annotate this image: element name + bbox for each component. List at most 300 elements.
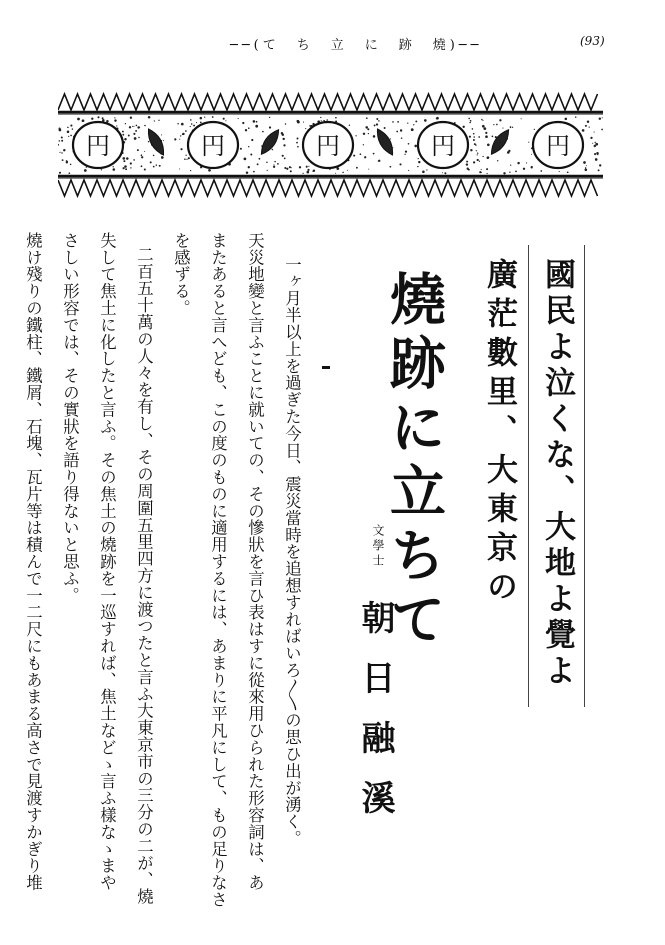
- body-column-2: 天災地變と言ふことに就いての、その慘狀を言ひ表はすに從來用ひられた形容詞は、あ: [245, 232, 265, 892]
- banner-speckle: [255, 125, 258, 128]
- banner-speckle: [482, 120, 483, 121]
- banner-speckle: [70, 125, 72, 127]
- banner-speckle: [353, 155, 355, 157]
- banner-speckle: [540, 170, 542, 172]
- banner-speckle: [303, 122, 304, 123]
- banner-speckle: [469, 136, 471, 138]
- banner-speckle: [158, 120, 159, 121]
- svg-text:円: 円: [201, 132, 225, 160]
- banner-speckle: [312, 170, 314, 172]
- subtitle-rule-left: [528, 245, 529, 707]
- banner-speckle: [373, 135, 376, 138]
- banner-speckle: [126, 157, 129, 160]
- banner-speckle: [67, 127, 69, 129]
- banner-speckle: [137, 149, 139, 151]
- banner-speckle: [59, 129, 62, 132]
- banner-speckle: [521, 118, 522, 119]
- banner-speckle: [180, 135, 181, 136]
- banner-speckle: [517, 162, 519, 164]
- banner-speckle: [122, 131, 124, 133]
- banner-speckle: [355, 135, 356, 136]
- banner-speckle: [575, 116, 577, 118]
- banner-stamp-icon: [303, 122, 353, 168]
- banner-speckle: [66, 161, 68, 163]
- banner-speckle: [320, 117, 321, 118]
- banner-speckle: [204, 116, 205, 117]
- banner-speckle: [244, 158, 247, 161]
- banner-speckle: [137, 126, 139, 128]
- banner-speckle: [133, 133, 135, 135]
- banner-speckle: [364, 156, 366, 158]
- banner-speckle: [135, 130, 137, 132]
- banner-speckle: [101, 169, 102, 170]
- banner-speckle: [114, 117, 115, 118]
- banner-speckle: [130, 167, 131, 168]
- banner-speckle: [473, 133, 475, 135]
- banner-speckle: [124, 138, 126, 140]
- svg-text:円: 円: [546, 132, 570, 160]
- author-name: 朝日融溪: [355, 600, 395, 840]
- banner-speckle: [212, 116, 214, 118]
- banner-speckle: [193, 125, 195, 127]
- banner-speckle: [467, 168, 469, 170]
- banner-speckle: [128, 135, 130, 137]
- banner-speckle: [174, 138, 176, 140]
- banner-speckle: [116, 125, 117, 126]
- banner-speckle: [285, 123, 287, 125]
- banner-speckle: [366, 117, 368, 119]
- article-title: 燒跡に立ちて: [381, 270, 447, 654]
- banner-speckle: [601, 129, 603, 131]
- banner-speckle: [496, 124, 498, 126]
- banner-speckle: [272, 149, 274, 151]
- banner-speckle: [426, 169, 427, 170]
- subtitle-line-1: 國民よ泣くな、大地よ覺よ: [539, 258, 575, 690]
- body-column-5: 二百五十萬の人々を有し、その周圍五里四方に渡つたと言ふ大東京市の三分の二が、燒: [134, 246, 154, 906]
- banner-speckle: [69, 172, 71, 174]
- banner-speckle: [499, 119, 501, 121]
- banner-speckle: [190, 170, 191, 171]
- banner-speckle: [297, 146, 299, 148]
- banner-speckle: [250, 153, 252, 155]
- banner-speckle: [122, 134, 124, 136]
- banner-speckle: [473, 161, 475, 163]
- banner-speckle: [422, 171, 425, 174]
- banner-speckle: [299, 166, 301, 168]
- banner-speckle: [144, 151, 145, 152]
- banner-speckle: [523, 168, 525, 170]
- banner-speckle: [132, 126, 133, 127]
- banner-stamp-icon: [73, 122, 123, 168]
- banner-speckle: [177, 123, 178, 124]
- banner-speckle: [599, 117, 601, 119]
- banner-speckle: [274, 161, 275, 162]
- banner-speckle: [598, 169, 600, 171]
- banner-speckle: [114, 119, 116, 121]
- banner-speckle: [559, 171, 560, 172]
- subtitle-rule-right: [584, 245, 585, 707]
- banner-speckle: [61, 136, 63, 138]
- banner-speckle: [582, 129, 585, 132]
- banner-speckle: [144, 125, 146, 127]
- banner-speckle: [436, 118, 438, 120]
- author-degree: 文學士: [371, 524, 385, 569]
- banner-speckle: [70, 135, 72, 137]
- banner-speckle: [335, 173, 336, 174]
- banner-speckle: [179, 169, 180, 170]
- banner-speckle: [191, 123, 193, 125]
- banner-bottom-zigzag: [58, 180, 598, 196]
- body-column-7: さしい形容では、その實狀を語り得ないと思ふ。: [60, 232, 80, 604]
- banner-speckle: [487, 156, 490, 159]
- banner-speckle: [594, 145, 596, 147]
- banner-speckle: [583, 161, 586, 164]
- banner-speckle: [297, 120, 300, 123]
- banner-speckle: [592, 143, 593, 144]
- banner-speckle: [125, 123, 126, 124]
- banner-speckle: [297, 138, 299, 140]
- banner-speckle: [360, 153, 362, 155]
- banner-speckle: [240, 148, 242, 150]
- banner-speckle: [378, 120, 380, 122]
- decorative-banner: [58, 92, 603, 198]
- banner-speckle: [290, 170, 292, 172]
- banner-speckle: [399, 163, 401, 165]
- banner-speckle: [396, 131, 398, 133]
- banner-speckle: [526, 162, 527, 163]
- banner-speckle: [485, 132, 487, 134]
- banner-speckle: [259, 158, 261, 160]
- banner-speckle: [424, 119, 427, 122]
- banner-speckle: [159, 165, 161, 167]
- banner-speckle: [587, 120, 589, 122]
- banner-speckle: [415, 120, 417, 122]
- banner-speckle: [153, 166, 155, 168]
- banner-speckle: [129, 126, 131, 128]
- banner-speckle: [286, 168, 288, 170]
- banner-speckle: [200, 117, 203, 120]
- banner-speckle: [273, 164, 274, 165]
- banner-speckle: [248, 146, 249, 147]
- banner-speckle: [196, 122, 197, 123]
- banner-speckle: [130, 117, 132, 119]
- banner-speckle: [70, 164, 72, 166]
- banner-speckle: [186, 159, 187, 160]
- banner-speckle: [507, 151, 510, 154]
- banner-speckle: [134, 137, 137, 140]
- banner-speckle: [368, 133, 369, 134]
- banner-speckle: [153, 155, 155, 157]
- banner-speckle: [185, 130, 187, 132]
- banner-speckle: [154, 120, 155, 121]
- banner-speckle: [503, 172, 505, 174]
- banner-speckle: [282, 155, 284, 157]
- banner-speckle: [585, 125, 587, 127]
- banner-speckle: [130, 162, 132, 164]
- banner-speckle: [284, 167, 286, 169]
- banner-speckle: [161, 134, 162, 135]
- banner-speckle: [59, 140, 61, 142]
- banner-speckle: [414, 145, 417, 148]
- banner-speckle: [253, 171, 255, 173]
- banner-speckle: [84, 169, 87, 172]
- banner-speckle: [479, 161, 480, 162]
- running-header: ──(て ち 立 に 跡 燒)──: [230, 38, 483, 53]
- banner-speckle: [122, 157, 125, 160]
- banner-speckle: [136, 125, 138, 127]
- svg-text:円: 円: [86, 132, 110, 160]
- banner-speckle: [156, 164, 158, 166]
- banner-speckle: [404, 154, 405, 155]
- banner-speckle: [223, 118, 225, 120]
- banner-speckle: [401, 137, 403, 139]
- banner-speckle: [190, 126, 191, 127]
- banner-speckle: [321, 120, 322, 121]
- banner-speckle: [138, 137, 139, 138]
- banner-speckle: [296, 142, 298, 144]
- banner-speckle: [347, 170, 348, 171]
- banner-speckle: [179, 139, 180, 140]
- banner-speckle: [502, 128, 503, 129]
- banner-speckle: [184, 158, 186, 160]
- banner-speckle: [306, 166, 308, 168]
- banner-speckle: [466, 163, 468, 165]
- banner-speckle: [444, 172, 446, 174]
- banner-speckle: [602, 117, 603, 118]
- banner-speckle: [61, 140, 63, 142]
- banner-speckle: [349, 125, 350, 126]
- banner-speckle: [373, 153, 375, 155]
- banner-speckle: [363, 144, 364, 145]
- banner-speckle: [510, 126, 512, 128]
- banner-speckle: [242, 122, 244, 124]
- banner-speckle: [58, 144, 59, 146]
- banner-speckle: [123, 160, 125, 162]
- banner-speckle: [267, 170, 268, 171]
- banner-speckle: [400, 129, 402, 131]
- banner-leaf-icon: [144, 127, 168, 158]
- banner-speckle: [595, 158, 598, 161]
- banner-speckle: [61, 152, 62, 153]
- banner-speckle: [277, 163, 279, 165]
- banner-speckle: [141, 165, 143, 167]
- banner-speckle: [463, 126, 465, 128]
- banner-speckle: [365, 126, 368, 129]
- banner-speckle: [474, 143, 476, 145]
- banner-speckle: [82, 119, 85, 122]
- banner-speckle: [481, 119, 483, 121]
- banner-speckle: [405, 151, 407, 153]
- banner-speckle: [417, 166, 418, 167]
- banner-speckle: [594, 142, 595, 143]
- banner-speckle: [585, 167, 586, 168]
- banner-stamp-icon: [418, 122, 468, 168]
- banner-speckle: [470, 120, 472, 122]
- banner-speckle: [390, 138, 391, 139]
- banner-speckle: [102, 117, 104, 119]
- banner-speckle: [469, 122, 471, 124]
- banner-speckle: [342, 172, 344, 174]
- banner-speckle: [200, 122, 202, 124]
- banner-speckle: [91, 118, 93, 120]
- banner-speckle: [181, 123, 184, 126]
- banner-speckle: [595, 143, 598, 146]
- banner-speckle: [326, 119, 328, 121]
- banner-speckle: [141, 154, 143, 156]
- banner-speckle: [282, 134, 284, 136]
- body-column-6: 失して焦土に化したと言ふ。その焦土の燒跡を一巡すれば、焦土などゝ言ふ樣なゝまや: [97, 232, 117, 892]
- banner-speckle: [368, 169, 369, 170]
- banner-speckle: [589, 126, 590, 127]
- banner-top-zigzag: [58, 94, 598, 110]
- banner-speckle: [308, 166, 309, 167]
- banner-speckle: [481, 169, 482, 170]
- banner-speckle: [477, 159, 479, 161]
- banner-speckle: [269, 117, 270, 118]
- banner-speckle: [283, 144, 285, 146]
- banner-speckle: [307, 169, 309, 171]
- banner-speckle: [59, 152, 60, 153]
- banner-speckle: [411, 128, 414, 131]
- banner-speckle: [133, 159, 135, 161]
- banner-leaf-icon: [257, 127, 282, 157]
- banner-speckle: [531, 166, 533, 168]
- banner-speckle: [418, 158, 419, 159]
- banner-speckle: [512, 127, 513, 128]
- banner-speckle: [269, 126, 271, 128]
- banner-speckle: [97, 116, 99, 118]
- body-column-4: を感ずる。: [171, 232, 191, 317]
- banner-speckle: [284, 158, 286, 160]
- banner-speckle: [133, 126, 134, 127]
- banner-speckle: [59, 172, 61, 174]
- banner-speckle: [407, 122, 408, 123]
- banner-speckle: [266, 162, 268, 164]
- banner-speckle: [141, 156, 143, 158]
- banner-speckle: [492, 136, 494, 138]
- svg-text:円: 円: [316, 132, 340, 160]
- banner-speckle: [476, 150, 477, 151]
- banner-speckle: [472, 128, 474, 130]
- banner-speckle: [597, 154, 598, 155]
- banner-speckle: [384, 127, 386, 129]
- banner-speckle: [480, 172, 482, 174]
- section-mark: [322, 366, 330, 369]
- banner-speckle: [378, 160, 380, 162]
- banner-speckle: [487, 144, 490, 147]
- banner-speckle: [124, 165, 127, 168]
- body-column-1: 一ヶ月半以上を過ぎた今日、震災當時を追想すればいろ〳〵の思ひ出が湧く。: [282, 256, 302, 847]
- banner-speckle: [262, 131, 264, 133]
- banner-speckle: [182, 133, 184, 135]
- banner-speckle: [367, 128, 369, 130]
- banner-speckle: [77, 118, 80, 121]
- banner-speckle: [150, 161, 152, 163]
- banner-speckle: [397, 121, 399, 123]
- banner-speckle: [509, 171, 510, 172]
- banner-speckle: [148, 116, 151, 119]
- banner-speckle: [148, 141, 149, 142]
- banner-speckle: [376, 123, 378, 125]
- banner-speckle: [248, 166, 250, 168]
- banner-speckle: [408, 143, 410, 145]
- banner-speckle: [180, 148, 182, 150]
- banner-speckle: [585, 169, 588, 172]
- banner-speckle: [63, 149, 65, 151]
- banner-leaf-icon: [373, 127, 397, 158]
- banner-speckle: [470, 149, 472, 151]
- banner-speckle: [356, 167, 358, 169]
- banner-speckle: [515, 171, 517, 173]
- banner-speckle: [248, 127, 250, 129]
- banner-speckle: [208, 169, 211, 172]
- banner-speckle: [392, 121, 394, 123]
- banner-speckle: [238, 118, 239, 119]
- banner-speckle: [374, 124, 376, 126]
- banner-speckle: [257, 163, 259, 165]
- banner-speckle: [185, 155, 186, 156]
- banner-speckle: [188, 157, 190, 159]
- banner-speckle: [534, 129, 535, 130]
- banner-speckle: [482, 156, 483, 157]
- banner-speckle: [390, 166, 392, 168]
- banner-speckle: [473, 139, 475, 141]
- page-number: (93): [580, 34, 605, 48]
- banner-speckle: [302, 173, 303, 174]
- svg-text:円: 円: [431, 132, 455, 160]
- banner-speckle: [510, 164, 511, 165]
- banner-speckle: [113, 168, 116, 171]
- banner-speckle: [483, 127, 486, 130]
- banner-speckle: [305, 128, 306, 129]
- banner-speckle: [245, 129, 247, 131]
- banner-stamp-icon: [188, 122, 238, 168]
- banner-speckle: [528, 142, 529, 143]
- banner-speckle: [594, 132, 595, 133]
- banner-speckle: [477, 153, 478, 154]
- subtitle-line-2: 廣茫數里、大東京の: [481, 258, 517, 609]
- banner-speckle: [487, 173, 488, 174]
- banner-speckle: [163, 140, 164, 141]
- body-column-3: またあると言へども、この度のものに適用するには、あまりに平凡にして、もの足りなさ: [208, 232, 228, 908]
- banner-speckle: [307, 171, 310, 174]
- banner-speckle: [289, 166, 291, 168]
- banner-speckle: [442, 172, 443, 173]
- body-column-8: 燒け殘りの鐵柱、鐵屑、石塊、瓦片等は積んで一二尺にもあまる高さで見渡すかぎり堆: [23, 232, 43, 892]
- banner-speckle: [531, 154, 532, 155]
- banner-speckle: [335, 117, 337, 119]
- banner-speckle: [485, 135, 488, 138]
- banner-speckle: [482, 125, 485, 128]
- banner-speckle: [161, 156, 164, 159]
- banner-speckle: [291, 167, 292, 168]
- banner-speckle: [363, 133, 365, 135]
- banner-speckle: [586, 165, 587, 166]
- banner-speckle: [497, 160, 498, 161]
- banner-speckle: [102, 119, 105, 122]
- banner-speckle: [413, 124, 414, 125]
- banner-speckle: [493, 124, 494, 125]
- banner-speckle: [565, 118, 568, 121]
- banner-speckle: [567, 171, 569, 173]
- banner-speckle: [486, 168, 488, 170]
- banner-speckle: [125, 168, 127, 170]
- banner-speckle: [144, 168, 146, 170]
- banner-speckle: [376, 118, 378, 120]
- banner-speckle: [477, 154, 478, 155]
- banner-speckle: [468, 118, 470, 120]
- banner-speckle: [62, 159, 64, 161]
